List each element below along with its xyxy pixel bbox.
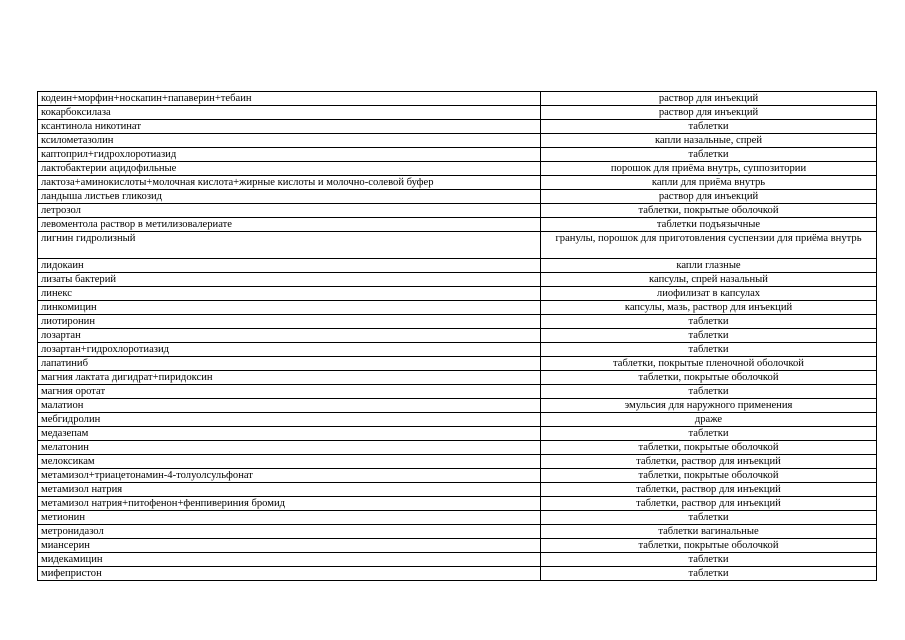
table-row: [38, 483, 877, 497]
dosage-form-cell: таблетки подъязычные: [541, 218, 877, 232]
dosage-form-cell: таблетки: [541, 148, 877, 162]
dosage-form-cell: таблетки вагинальные: [541, 525, 877, 539]
drug-name-cell: магния лактата дигидрат+пиридоксин: [38, 371, 541, 385]
table-row: [38, 371, 877, 385]
table-row: [38, 469, 877, 483]
table-row: [38, 441, 877, 455]
drug-name-cell: лапатиниб: [38, 357, 541, 371]
drug-name-cell: мелатонин: [38, 441, 541, 455]
dosage-form-cell: таблетки, покрытые оболочкой: [541, 539, 877, 553]
table-row: [38, 525, 877, 539]
dosage-form-cell: капли глазные: [541, 259, 877, 273]
drug-name-cell: метронидазол: [38, 525, 541, 539]
drug-name-cell: метамизол+триацетонамин-4-толуолсульфонат: [38, 469, 541, 483]
table-row: [38, 259, 877, 273]
drug-name-cell: кодеин+морфин+носкапин+папаверин+тебаин: [38, 92, 541, 106]
table-row: [38, 301, 877, 315]
table-row: [38, 287, 877, 301]
dosage-form-cell: таблетки, раствор для инъекций: [541, 497, 877, 511]
dosage-form-cell: эмульсия для наружного применения: [541, 399, 877, 413]
table-row: [38, 134, 877, 148]
drug-name-cell: медазепам: [38, 427, 541, 441]
table-row: [38, 511, 877, 525]
table-row: [38, 148, 877, 162]
drug-name-cell: лиотиронин: [38, 315, 541, 329]
table-row: [38, 343, 877, 357]
dosage-form-cell: раствор для инъекций: [541, 190, 877, 204]
dosage-form-cell: таблетки: [541, 567, 877, 581]
table-row: [38, 567, 877, 581]
drug-table: [37, 91, 877, 581]
table-row: [38, 273, 877, 287]
table-row: [38, 427, 877, 441]
drug-name-cell: мелоксикам: [38, 455, 541, 469]
dosage-form-cell: капли для приёма внутрь: [541, 176, 877, 190]
dosage-form-cell: раствор для инъекций: [541, 106, 877, 120]
table-row: [38, 162, 877, 176]
drug-name-cell: лидокаин: [38, 259, 541, 273]
drug-name-cell: малатион: [38, 399, 541, 413]
table-row: [38, 413, 877, 427]
dosage-form-cell: таблетки: [541, 385, 877, 399]
table-row: [38, 553, 877, 567]
drug-name-cell: каптоприл+гидрохлоротиазид: [38, 148, 541, 162]
table-row: [38, 218, 877, 232]
table-row: [38, 232, 877, 259]
dosage-form-cell: таблетки: [541, 329, 877, 343]
drug-table-body: [38, 92, 877, 581]
dosage-form-cell: таблетки: [541, 511, 877, 525]
drug-name-cell: метионин: [38, 511, 541, 525]
dosage-form-cell: таблетки, раствор для инъекций: [541, 455, 877, 469]
table-row: [38, 399, 877, 413]
dosage-form-cell: таблетки: [541, 315, 877, 329]
dosage-form-cell: порошок для приёма внутрь, суппозитории: [541, 162, 877, 176]
table-row: [38, 329, 877, 343]
drug-name-cell: магния оротат: [38, 385, 541, 399]
drug-name-cell: ландыша листьев гликозид: [38, 190, 541, 204]
drug-name-cell: лактоза+аминокислоты+молочная кислота+жирные кислоты и молочно-солевой буфер: [38, 176, 541, 190]
dosage-form-cell: таблетки: [541, 553, 877, 567]
drug-name-cell: мифепристон: [38, 567, 541, 581]
drug-name-cell: кокарбоксилаза: [38, 106, 541, 120]
table-row: [38, 176, 877, 190]
dosage-form-cell: таблетки, раствор для инъекций: [541, 483, 877, 497]
dosage-form-cell: капсулы, мазь, раствор для инъекций: [541, 301, 877, 315]
dosage-form-cell: капли назальные, спрей: [541, 134, 877, 148]
table-row: [38, 92, 877, 106]
table-row: [38, 385, 877, 399]
dosage-form-cell: таблетки, покрытые пленочной оболочкой: [541, 357, 877, 371]
dosage-form-cell: таблетки: [541, 120, 877, 134]
drug-name-cell: лигнин гидролизный: [38, 232, 541, 259]
dosage-form-cell: таблетки, покрытые оболочкой: [541, 469, 877, 483]
drug-name-cell: ксантинола никотинат: [38, 120, 541, 134]
drug-name-cell: линкомицин: [38, 301, 541, 315]
dosage-form-cell: таблетки: [541, 343, 877, 357]
dosage-form-cell: таблетки, покрытые оболочкой: [541, 441, 877, 455]
table-row: [38, 497, 877, 511]
table-row: [38, 455, 877, 469]
drug-name-cell: ксилометазолин: [38, 134, 541, 148]
drug-name-cell: лактобактерии ацидофильные: [38, 162, 541, 176]
drug-name-cell: летрозол: [38, 204, 541, 218]
drug-name-cell: мидекамицин: [38, 553, 541, 567]
table-row: [38, 106, 877, 120]
drug-name-cell: метамизол натрия+питофенон+фенпивериния бромид: [38, 497, 541, 511]
drug-name-cell: лозартан: [38, 329, 541, 343]
table-row: [38, 204, 877, 218]
table-row: [38, 190, 877, 204]
dosage-form-cell: раствор для инъекций: [541, 92, 877, 106]
drug-name-cell: левоментола раствор в метилизовалериате: [38, 218, 541, 232]
dosage-form-cell: лиофилизат в капсулах: [541, 287, 877, 301]
table-row: [38, 539, 877, 553]
dosage-form-cell: гранулы, порошок для приготовления суспензии для приёма внутрь: [541, 232, 877, 259]
dosage-form-cell: капсулы, спрей назальный: [541, 273, 877, 287]
dosage-form-cell: таблетки, покрытые оболочкой: [541, 204, 877, 218]
drug-name-cell: метамизол натрия: [38, 483, 541, 497]
drug-name-cell: линекс: [38, 287, 541, 301]
table-row: [38, 120, 877, 134]
dosage-form-cell: драже: [541, 413, 877, 427]
table-row: [38, 357, 877, 371]
dosage-form-cell: таблетки, покрытые оболочкой: [541, 371, 877, 385]
dosage-form-cell: таблетки: [541, 427, 877, 441]
drug-name-cell: миансерин: [38, 539, 541, 553]
drug-name-cell: лозартан+гидрохлоротиазид: [38, 343, 541, 357]
table-row: [38, 315, 877, 329]
drug-name-cell: мебгидролин: [38, 413, 541, 427]
drug-name-cell: лизаты бактерий: [38, 273, 541, 287]
